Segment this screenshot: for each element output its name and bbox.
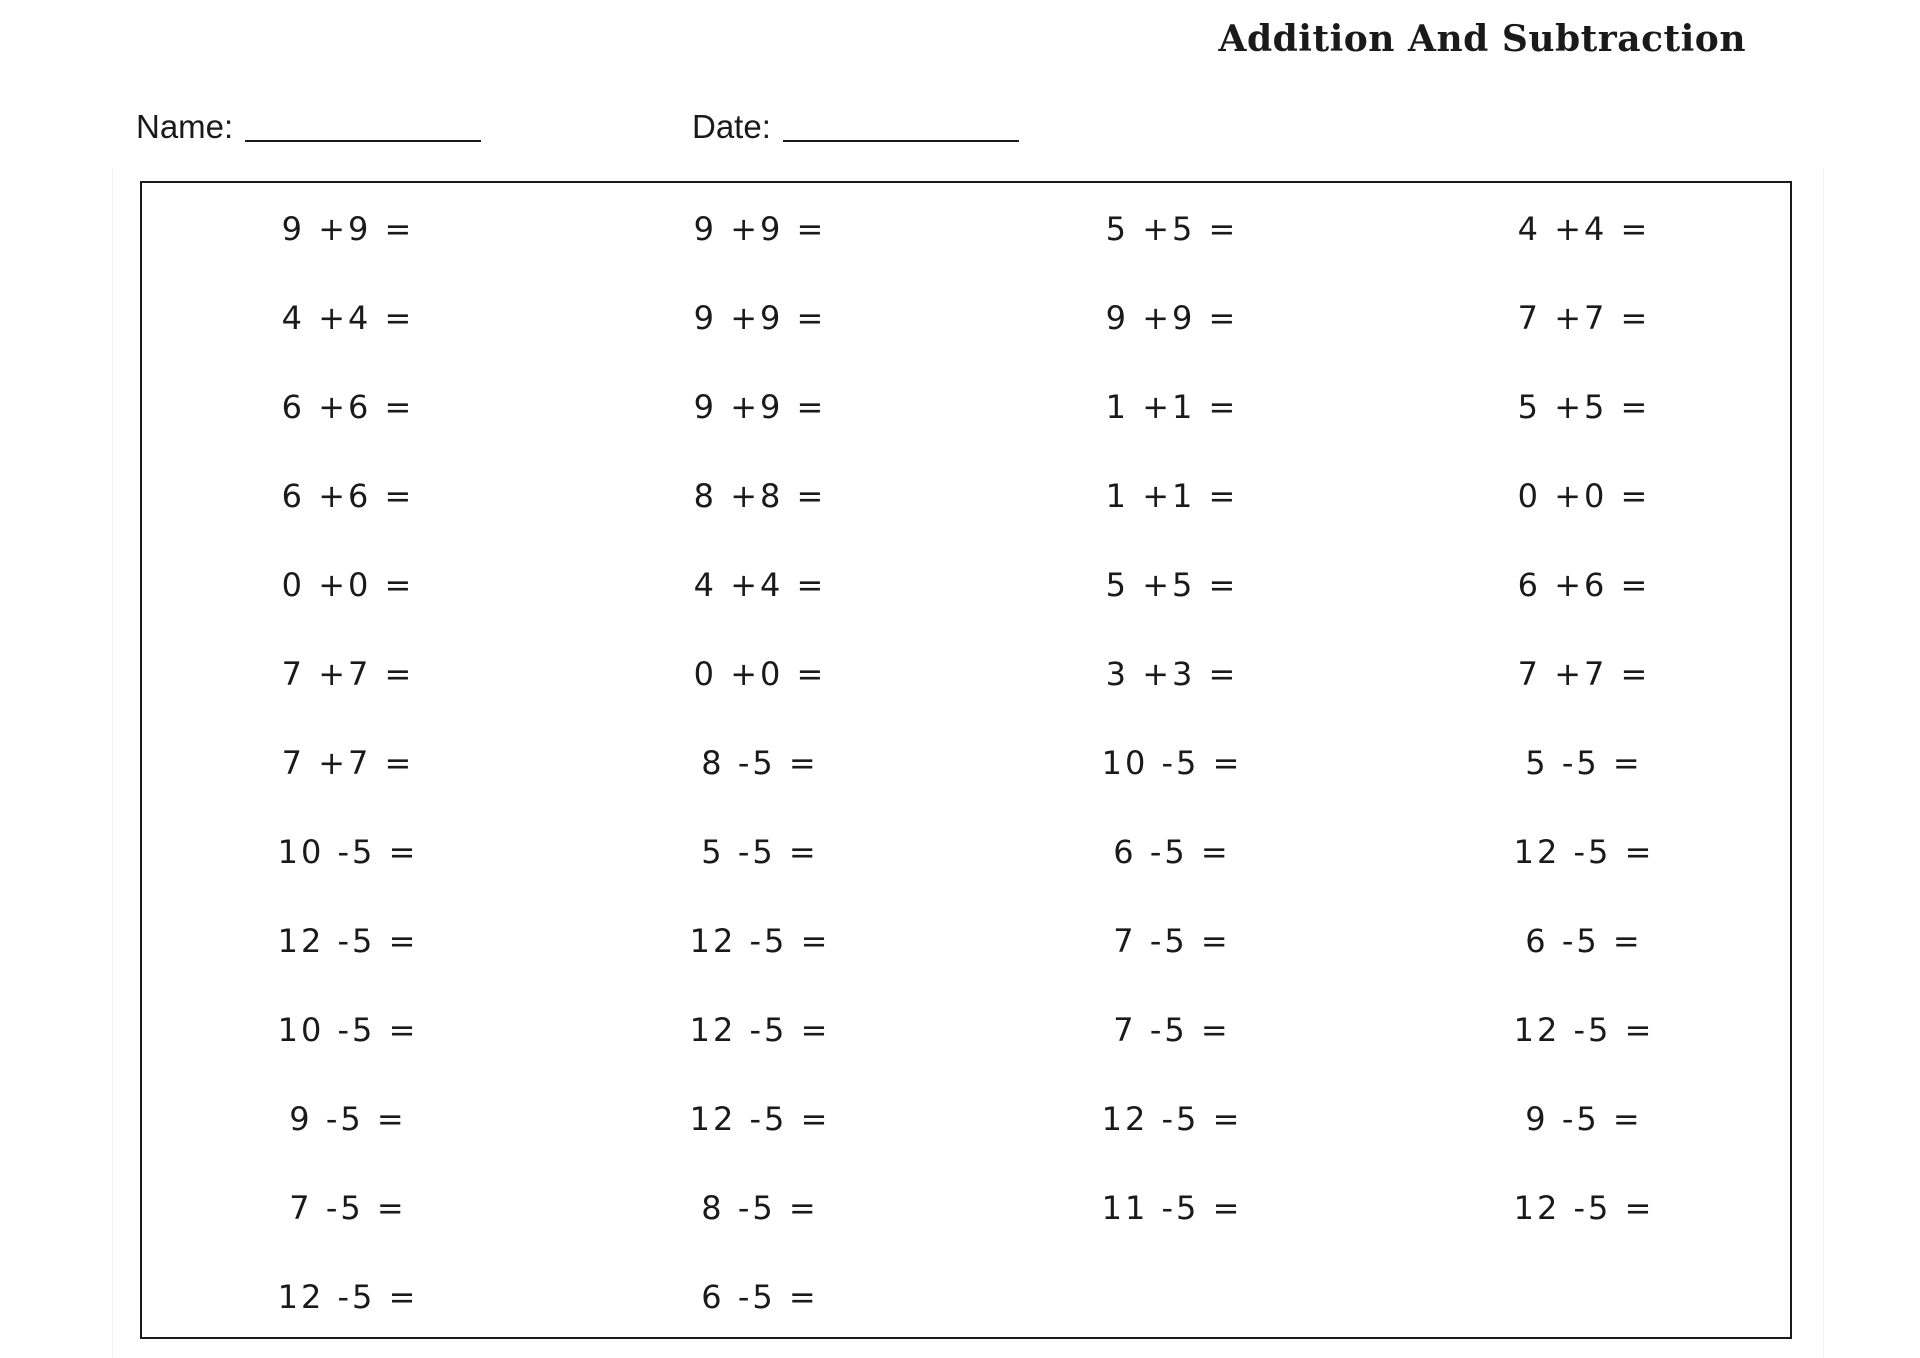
problem-item: 12 -5 =: [277, 921, 419, 960]
problem-item: 12 -5 =: [1513, 1188, 1655, 1227]
problem-item: 9 +9 =: [693, 209, 827, 248]
problem-item: 7 -5 =: [289, 1188, 407, 1227]
problem-item: 12 -5 =: [277, 1277, 419, 1316]
problem-grid: [142, 183, 1790, 1337]
problem-item: 3 +3 =: [1105, 654, 1239, 693]
problem-item: 4 +4 =: [693, 565, 827, 604]
name-blank-line: [245, 140, 481, 142]
problem-item: 0 +0 =: [1517, 476, 1651, 515]
problem-item: 4 +4 =: [1517, 209, 1651, 248]
problem-item: 10 -5 =: [277, 1010, 419, 1049]
problem-item: 6 -5 =: [1525, 921, 1643, 960]
problem-item: 9 +9 =: [693, 298, 827, 337]
problem-item: 1 +1 =: [1105, 476, 1239, 515]
problem-item: 4 +4 =: [281, 298, 415, 337]
problem-item: 5 +5 =: [1517, 387, 1651, 426]
problem-item: 6 +6 =: [1517, 565, 1651, 604]
problem-item: 0 +0 =: [693, 654, 827, 693]
problem-item: 12 -5 =: [1513, 832, 1655, 871]
problem-item: 12 -5 =: [689, 1099, 831, 1138]
problem-item: 5 +5 =: [1105, 565, 1239, 604]
problem-item: 8 +8 =: [693, 476, 827, 515]
problem-box: [140, 181, 1792, 1339]
problem-item: 6 -5 =: [701, 1277, 819, 1316]
problem-item: 9 +9 =: [693, 387, 827, 426]
problem-item: 6 -5 =: [1113, 832, 1231, 871]
problem-item: 12 -5 =: [689, 921, 831, 960]
problem-item: 7 -5 =: [1113, 921, 1231, 960]
date-blank-line: [783, 140, 1019, 142]
name-label: Name:: [136, 108, 234, 145]
problem-item: 6 +6 =: [281, 387, 415, 426]
problem-item: 7 +7 =: [281, 743, 415, 782]
name-field: [136, 108, 481, 146]
problem-item: 5 -5 =: [1525, 743, 1643, 782]
problem-item: 5 -5 =: [701, 832, 819, 871]
problem-item: 5 +5 =: [1105, 209, 1239, 248]
problem-item: 9 +9 =: [281, 209, 415, 248]
problem-item: 9 -5 =: [1525, 1099, 1643, 1138]
problem-item: 8 -5 =: [701, 1188, 819, 1227]
date-field: [692, 108, 1019, 146]
problem-item: 12 -5 =: [689, 1010, 831, 1049]
problem-item: 7 +7 =: [1517, 298, 1651, 337]
problem-item: 11 -5 =: [1101, 1188, 1243, 1227]
worksheet-title: Addition And Subtraction: [1218, 18, 1746, 60]
problem-item: 7 +7 =: [1517, 654, 1651, 693]
problem-item: 12 -5 =: [1101, 1099, 1243, 1138]
problem-item: 10 -5 =: [277, 832, 419, 871]
problem-item: 12 -5 =: [1513, 1010, 1655, 1049]
problem-item: 6 +6 =: [281, 476, 415, 515]
problem-item: 9 +9 =: [1105, 298, 1239, 337]
problem-item: 1 +1 =: [1105, 387, 1239, 426]
problem-item: 7 -5 =: [1113, 1010, 1231, 1049]
date-label: Date:: [692, 108, 771, 145]
problem-item: 0 +0 =: [281, 565, 415, 604]
problem-item: 7 +7 =: [281, 654, 415, 693]
problem-item: 9 -5 =: [289, 1099, 407, 1138]
problem-item: 8 -5 =: [701, 743, 819, 782]
problem-item: 10 -5 =: [1101, 743, 1243, 782]
